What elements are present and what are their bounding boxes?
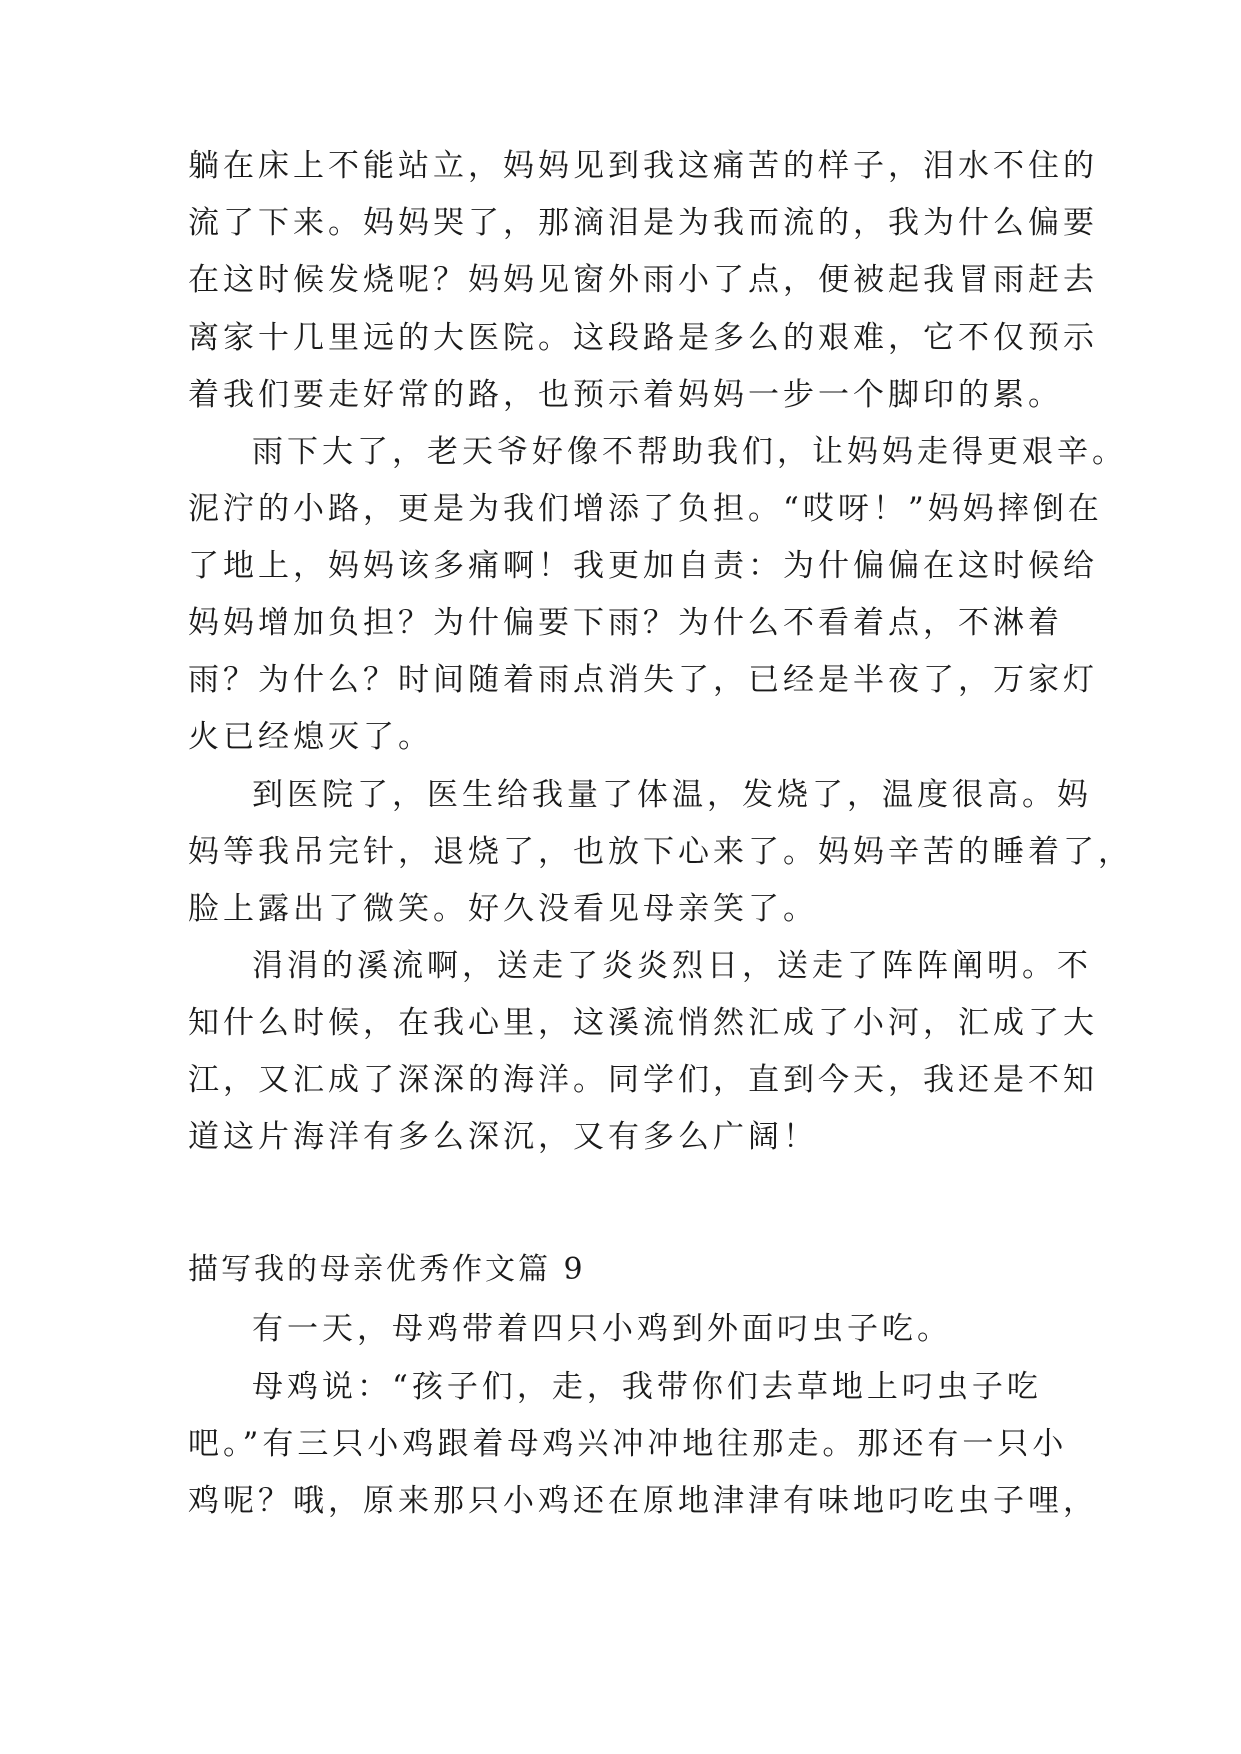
text-line: 着我们要走好常的路，也预示着妈妈一步一个脚印的累。 (188, 377, 1063, 413)
text-line: 脸上露出了微笑。好久没看见母亲笑了。 (188, 891, 818, 927)
text-line: 有一天，母鸡带着四只小鸡到外面叼虫子吃。 (252, 1311, 952, 1347)
text-line: 鸡呢？哦，原来那只小鸡还在原地津津有味地叼吃虫子哩， (188, 1483, 1098, 1519)
text-line: 江，又汇成了深深的海洋。同学们，直到今天，我还是不知 (188, 1062, 1098, 1098)
text-line: 离家十几里远的大医院。这段路是多么的艰难，它不仅预示 (188, 320, 1098, 356)
text-line: 火已经熄灭了。 (188, 719, 433, 755)
text-line: 妈妈增加负担？为什偏要下雨？为什么不看着点，不淋着 (188, 605, 1063, 641)
text-line: 涓涓的溪流啊，送走了炎炎烈日，送走了阵阵阐明。不 (252, 948, 1092, 984)
text-line: 到医院了，医生给我量了体温，发烧了，温度很高。妈 (252, 777, 1092, 813)
text-line: 雨下大了，老天爷好像不帮助我们，让妈妈走得更艰辛。 (252, 434, 1127, 470)
text-line: 吧。”有三只小鸡跟着母鸡兴冲冲地往那走。那还有一只小 (188, 1426, 1068, 1462)
text-line: 雨？为什么？时间随着雨点消失了，已经是半夜了，万家灯 (188, 662, 1098, 698)
text-line: 流了下来。妈妈哭了，那滴泪是为我而流的，我为什么偏要 (188, 205, 1098, 241)
text-line: 知什么时候，在我心里，这溪流悄然汇成了小河，汇成了大 (188, 1005, 1098, 1041)
section-heading: 描写我的母亲优秀作文篇 9 (188, 1252, 586, 1287)
text-line: 了地上，妈妈该多痛啊！我更加自责：为什偏偏在这时候给 (188, 548, 1098, 584)
text-line: 躺在床上不能站立，妈妈见到我这痛苦的样子，泪水不住的 (188, 148, 1098, 184)
text-line: 在这时候发烧呢？妈妈见窗外雨小了点，便被起我冒雨赶去 (188, 262, 1098, 298)
text-line: 母鸡说：“孩子们，走，我带你们去草地上叼虫子吃 (252, 1369, 1042, 1405)
text-line: 妈等我吊完针，退烧了，也放下心来了。妈妈辛苦的睡着了， (188, 834, 1133, 870)
text-line: 泥泞的小路，更是为我们增添了负担。“哎呀！”妈妈摔倒在 (188, 491, 1103, 527)
text-line: 道这片海洋有多么深沉，又有多么广阔！ (188, 1119, 818, 1155)
